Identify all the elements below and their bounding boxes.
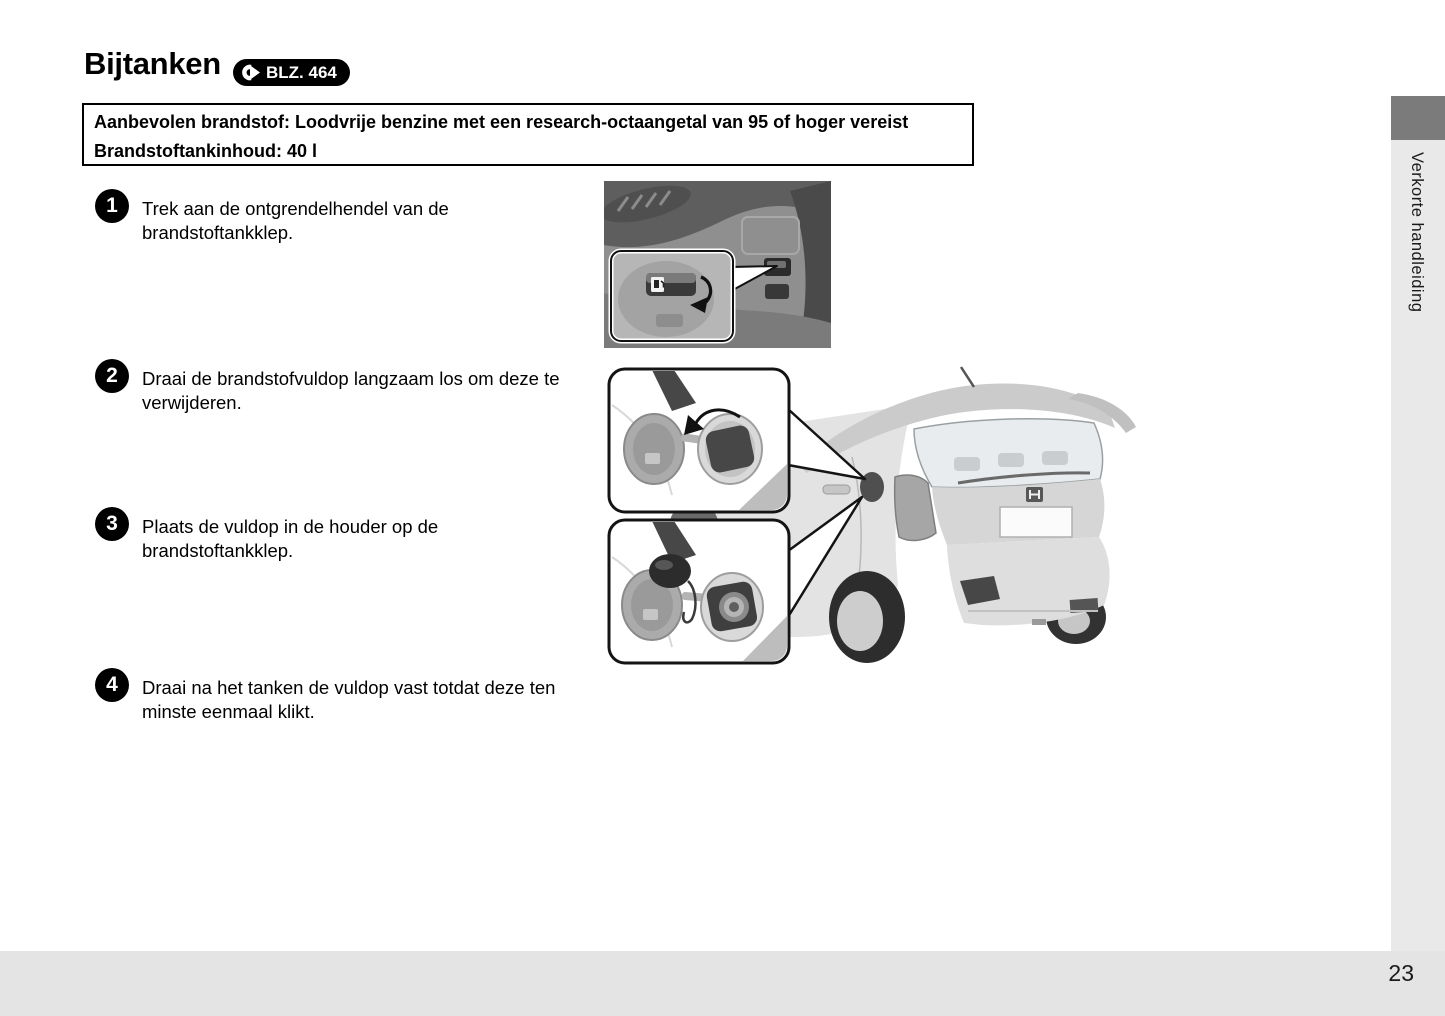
page-reference-link[interactable] bbox=[233, 59, 350, 86]
footer-bar bbox=[0, 951, 1445, 1016]
fuel-door-release-lever-photo bbox=[604, 181, 831, 348]
chapter-sidebar bbox=[1391, 140, 1445, 1016]
honda-logo bbox=[1026, 487, 1043, 502]
taillight bbox=[895, 475, 936, 540]
step-1-number: 1 bbox=[95, 189, 129, 223]
page-number: 23 bbox=[1388, 960, 1414, 986]
page-title: Bijtanken bbox=[84, 46, 221, 81]
step-4-number: 4 bbox=[95, 668, 129, 702]
door-handle bbox=[823, 485, 850, 494]
fuel-cap-instructions-illustration bbox=[602, 365, 1155, 667]
license-plate bbox=[1000, 507, 1072, 537]
lever-callout bbox=[611, 251, 733, 341]
step-2-number: 2 bbox=[95, 359, 129, 393]
fuel-recommendation-line: Aanbevolen brandstof: Loodvrije benzine met een research-octaangetal van 95 of hoger vereist bbox=[94, 112, 909, 132]
step-2-text: Draai de brandstofvuldop langzaam los om deze te verwijderen. bbox=[142, 368, 560, 413]
arrow-right-icon bbox=[240, 64, 262, 81]
antenna bbox=[961, 367, 974, 387]
page-reference-label: BLZ. 464 bbox=[266, 62, 337, 82]
step-4-text: Draai na het tanken de vuldop vast totdat deze ten minste eenmaal klikt. bbox=[142, 677, 556, 722]
chapter-index-tab bbox=[1391, 96, 1445, 140]
step-3-number: 3 bbox=[95, 507, 129, 541]
chapter-sidebar-label: Verkorte handleiding bbox=[1408, 152, 1426, 313]
fuel-pump-icon bbox=[651, 277, 664, 292]
step-3-text: Plaats de vuldop in de houder op de brandstoftankklep. bbox=[142, 516, 439, 561]
tank-capacity-line: Brandstoftankinhoud: 40 l bbox=[94, 141, 318, 161]
step-1-text: Trek aan de ontgrendelhendel van de brandstoftankklep. bbox=[142, 198, 449, 243]
fuel-info-box bbox=[82, 103, 974, 166]
